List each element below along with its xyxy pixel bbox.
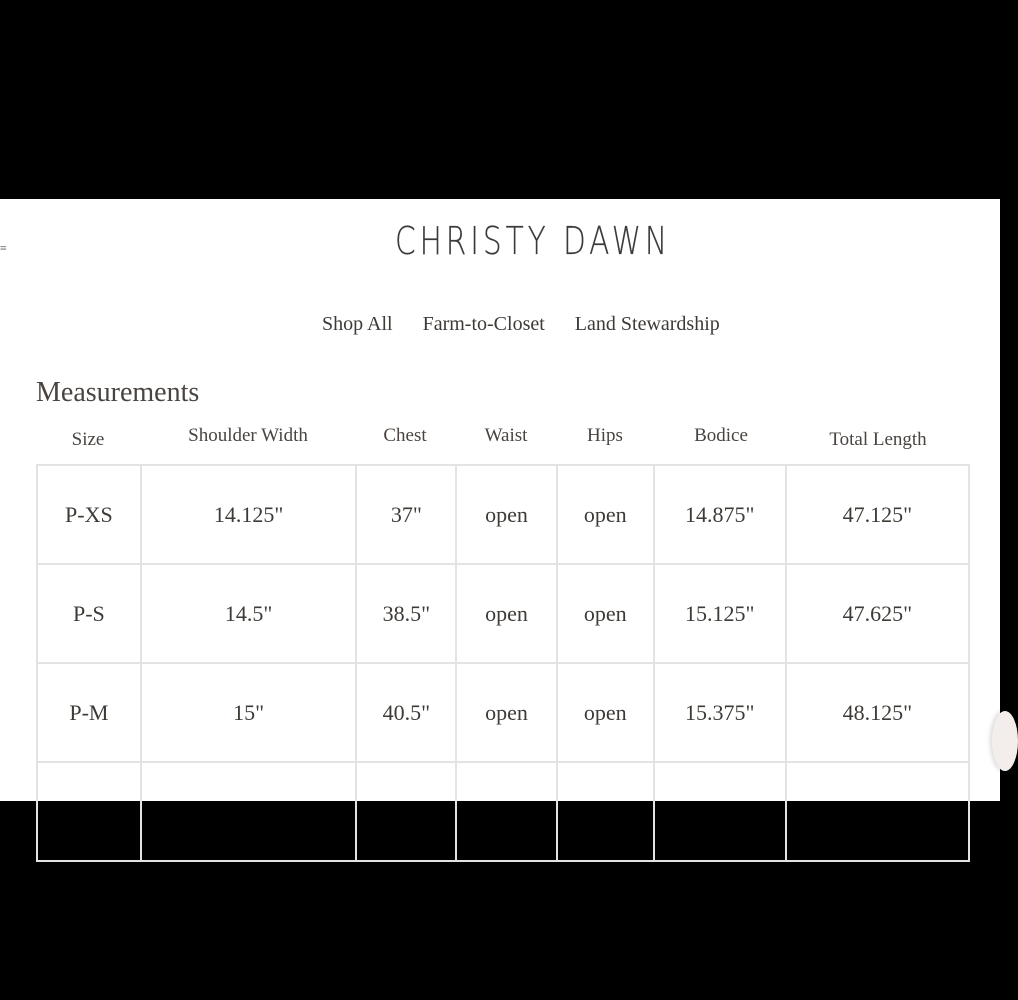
table-header-row: [0, 423, 1000, 453]
cell-total-length: [786, 762, 969, 861]
nav-item-farm-to-closet[interactable]: Farm-to-Closet: [422, 313, 545, 335]
cell-size: P-M: [37, 663, 141, 762]
column-header-chest: Chest: [383, 425, 427, 446]
cell-chest: 38.5": [356, 564, 456, 663]
cell-size: P-XS: [37, 465, 141, 564]
nav-item-land-stewardship[interactable]: Land Stewardship: [574, 313, 720, 335]
page-viewport: [0, 199, 1000, 801]
nav-item-shop-all[interactable]: Shop All: [322, 313, 393, 335]
cell-shoulder-width: 15": [141, 663, 357, 762]
cell-hips: open: [557, 564, 654, 663]
cell-chest: [356, 762, 456, 861]
cell-size: [37, 762, 141, 861]
cell-shoulder-width: 14.125": [141, 465, 357, 564]
cell-chest: 40.5": [356, 663, 456, 762]
cell-bodice: 14.875": [654, 465, 786, 564]
table-row: [37, 762, 969, 861]
column-header-shoulder-width: Shoulder Width: [188, 425, 308, 446]
cell-waist: open: [456, 663, 557, 762]
cell-shoulder-width: [141, 762, 357, 861]
cell-hips: [557, 762, 654, 861]
column-header-hips: Hips: [587, 425, 623, 446]
table-row: [37, 564, 969, 663]
cell-hips: open: [557, 465, 654, 564]
cell-bodice: 15.125": [654, 564, 786, 663]
cell-total-length: 47.125": [786, 465, 969, 564]
cell-size: P-S: [37, 564, 141, 663]
cell-hips: open: [557, 663, 654, 762]
cell-total-length: 47.625": [786, 564, 969, 663]
main-nav: [322, 313, 800, 336]
cell-shoulder-width: 14.5": [141, 564, 357, 663]
cell-bodice: 15.375": [654, 663, 786, 762]
measurements-table: [36, 464, 970, 862]
cell-waist: open: [456, 564, 557, 663]
cell-waist: [456, 762, 557, 861]
cell-waist: open: [456, 465, 557, 564]
table-row: [37, 663, 969, 762]
section-title: Measurements: [36, 377, 200, 408]
column-header-waist: Waist: [484, 425, 528, 446]
column-header-size: Size: [71, 429, 105, 450]
column-header-total-length: Total Length: [829, 429, 927, 450]
cell-bodice: [654, 762, 786, 861]
cell-chest: 37": [356, 465, 456, 564]
menu-icon[interactable]: ≡: [0, 241, 7, 255]
table-row: [37, 465, 969, 564]
column-header-bodice: Bodice: [694, 425, 748, 446]
chat-widget-button[interactable]: [992, 711, 1018, 771]
cell-total-length: 48.125": [786, 663, 969, 762]
brand-logo[interactable]: CHRISTY DAWN: [394, 219, 671, 263]
